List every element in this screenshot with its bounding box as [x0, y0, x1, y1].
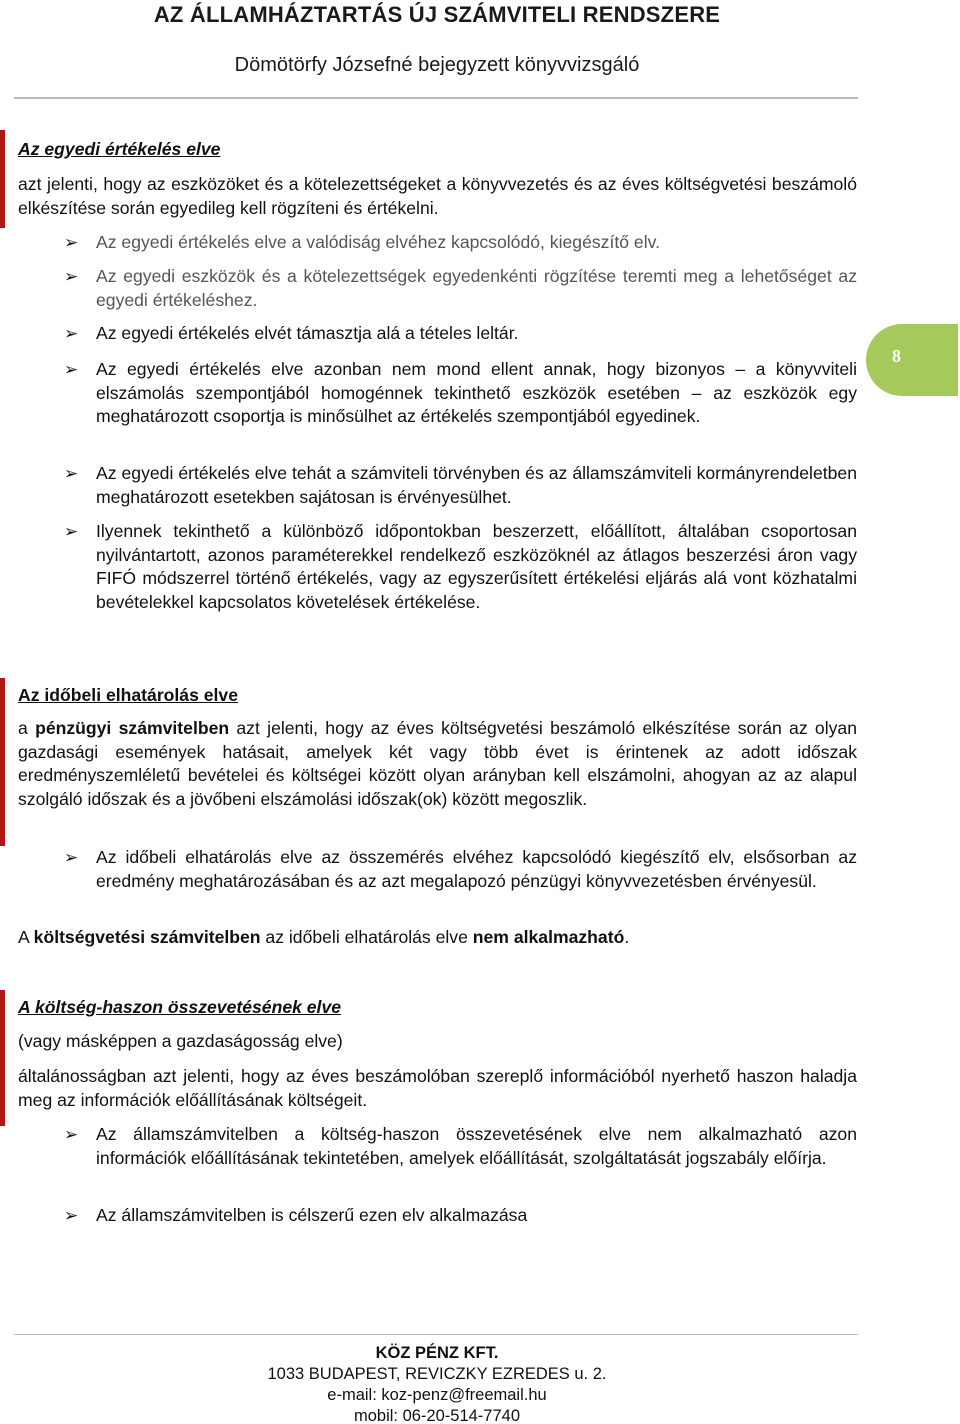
page-number: 8 [892, 346, 901, 366]
section-accent-bar [0, 990, 5, 1126]
list-item: ➢ Az államszámvitelben is célszerű ezen elv alkalmazása [18, 1204, 857, 1228]
section-closing: A költségvetési számvitelben az időbeli elhatárolás elve nem alkalmazható. [18, 927, 630, 947]
footer-mobile: mobil: 06-20-514-7740 [353, 1407, 521, 1424]
emphasis: pénzügyi számvitelben [35, 718, 230, 738]
header-divider [14, 97, 858, 99]
arrow-bullet-icon: ➢ [64, 233, 79, 252]
section-intro: általánosságban azt jelenti, hogy az éves beszámolóban szereplő információból nyerhető haszon haladja meg az információk előállításának költségeit. [18, 1066, 857, 1110]
list-item: ➢ Az egyedi értékelés elve azonban nem mond ellent annak, hogy bizonyos – a könyvviteli elszámolás szempontjából homogénnek tekinthető eszközök esetében – az eszközök egy meghatározott csoportja is minősülhet az értékelés szempontjából egyedinek. [64, 359, 857, 426]
document-title: AZ ÁLLAMHÁZTARTÁS ÚJ SZÁMVITELI RENDSZERE [153, 2, 721, 27]
footer-divider [14, 1334, 858, 1335]
footer-address: 1033 BUDAPEST, REVICZKY EZREDES u. 2. [267, 1365, 607, 1383]
page-number-badge [866, 324, 958, 396]
list-item: ➢ Az egyedi értékelés elve a valódiság elvéhez kapcsolódó, kiegészítő elv. [18, 231, 857, 255]
section-heading-koltseg-haszon: A költség-haszon összevetésének elve [18, 997, 342, 1017]
arrow-bullet-icon: ➢ [64, 464, 79, 483]
arrow-bullet-icon: ➢ [64, 360, 79, 379]
arrow-bullet-icon: ➢ [64, 1125, 79, 1144]
arrow-bullet-icon: ➢ [64, 522, 79, 541]
arrow-bullet-icon: ➢ [64, 1206, 79, 1225]
section-accent-bar [0, 678, 5, 846]
footer-company: KÖZ PÉNZ KFT. [375, 1344, 499, 1362]
list-item: ➢ Az egyedi értékelés elvét támasztja alá a tételes leltár. [18, 322, 857, 346]
section-subtitle: (vagy másképpen a gazdaságosság elve) [18, 1031, 343, 1051]
document-author: Dömötörfy Józsefné bejegyzett könyvvizsgáló [234, 54, 640, 76]
section-intro: azt jelenti, hogy az eszközöket és a kötelezettségeket a könyvvezetés és az éves költségvetési beszámoló elkészítése során egyedileg kell rögzíteni és értékelni. [18, 174, 857, 218]
arrow-bullet-icon: ➢ [64, 324, 79, 343]
list-item: ➢ Az államszámvitelben a költség-haszon összevetésének elve nem alkalmazható azon információk előállításának tekintetében, amelyek előállítását, szolgáltatását jogszabály előírja. [64, 1124, 857, 1168]
section-heading-egyedi-ertekeles: Az egyedi értékelés elve [18, 139, 221, 159]
list-item: ➢ Az egyedi eszközök és a kötelezettségek egyedenkénti rögzítése teremti meg a lehetőséget az egyedi értékeléshez. [64, 266, 857, 310]
section-intro: a pénzügyi számvitelben azt jelenti, hogy az éves költségvetési beszámoló elkészítése során az olyan gazdasági események hatásait, amelyek két vagy több évet is érintenek az adott időszak eredményszemléletű bevételei és költségei között olyan arányban kell elszámolni, ahogyan az az alapul szolgáló időszak és a jövőbeni elszámolási időszak(ok) között megoszlik. [18, 718, 857, 809]
footer-email: e-mail: koz-penz@freemail.hu [327, 1386, 547, 1404]
section-heading-idobeli-elhatarolas: Az időbeli elhatárolás elve [18, 685, 238, 705]
emphasis: nem alkalmazható [472, 927, 625, 947]
page-footer [0, 1343, 874, 1424]
emphasis: költségvetési számvitelben [33, 927, 261, 947]
list-item: ➢ Ilyennek tekinthető a különböző időpontokban beszerzett, előállított, általában csoportosan nyilvántartott, azonos paraméterekkel rendelkező eszközöknél az átlagos beszerzési áron vagy FIFÓ módszerrel történő értékelés, vagy az egyszerűsített értékelési eljárás alá vont közhatalmi bevételekkel kapcsolatos követelések értékelése. [64, 521, 857, 612]
section-accent-bar [0, 130, 5, 228]
list-item: ➢ Az időbeli elhatárolás elve az összemérés elvéhez kapcsolódó kiegészítő elv, elsősorban az eredmény meghatározásában és az azt megalapozó pénzügyi könyvvezetésben érvényesül. [64, 847, 857, 891]
arrow-bullet-icon: ➢ [64, 848, 79, 867]
arrow-bullet-icon: ➢ [64, 267, 79, 286]
list-item: ➢ Az egyedi értékelés elve tehát a számviteli törvényben és az államszámviteli kormányrendeletben meghatározott esetekben sajátosan is érvényesülhet. [64, 463, 857, 507]
